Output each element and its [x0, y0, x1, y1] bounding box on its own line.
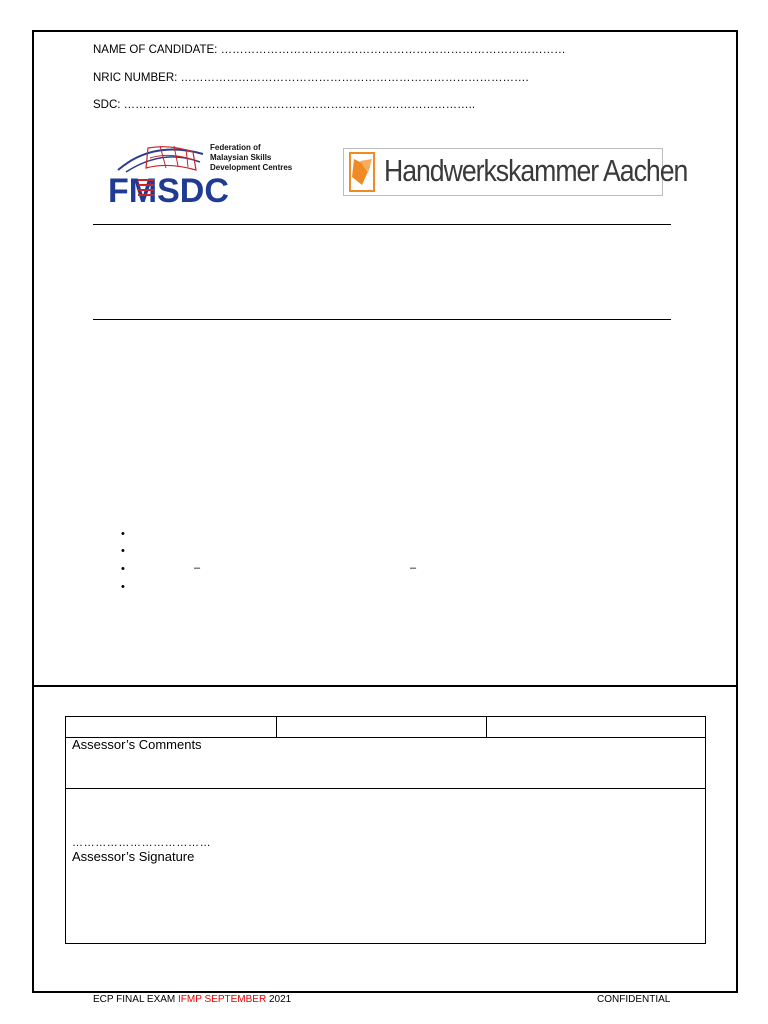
- exam-page-frame: [32, 30, 738, 687]
- svg-text:Malaysian Skills: Malaysian Skills: [210, 153, 272, 162]
- footer-highlight: IFMP SEPTEMBER: [178, 994, 267, 1005]
- assessor-comments-box[interactable]: [66, 737, 705, 789]
- assessor-signature-label: Assessor’s Signature: [72, 849, 195, 864]
- dash-mark: –: [194, 562, 201, 574]
- nric-number-field[interactable]: NRIC NUMBER: ……………………………………………………………………………….: [93, 72, 529, 84]
- candidate-name-field[interactable]: NAME OF CANDIDATE: ………………………………………………………………………………: [93, 44, 566, 56]
- confidential-label: CONFIDENTIAL: [597, 994, 671, 1005]
- footer-suffix: 2021: [266, 994, 292, 1005]
- assessor-comments-label: Assessor’s Comments: [72, 737, 202, 752]
- handwerkskammer-aachen-logo: [343, 148, 688, 196]
- assessment-header-row: [66, 717, 705, 738]
- list-bullet: •: [121, 563, 125, 575]
- fmsdc-logo: [108, 140, 300, 206]
- header-cell-divider: [486, 717, 487, 737]
- list-bullet: •: [121, 528, 125, 540]
- list-bullet: •: [121, 581, 125, 593]
- hwk-wordmark: Handwerkskammer Aachen: [384, 153, 688, 188]
- dash-mark: –: [410, 562, 417, 574]
- sdc-field[interactable]: SDC: ………………………………………………………………………………..: [93, 99, 476, 111]
- svg-text:Federation of: Federation of: [210, 143, 261, 152]
- divider-line-2: [93, 319, 671, 320]
- divider-line-1: [93, 224, 671, 225]
- header-cell-divider: [276, 717, 277, 737]
- svg-text:Development Centres: Development Centres: [210, 163, 293, 172]
- list-bullet: •: [121, 545, 125, 557]
- fmsdc-wordmark: FMSDC: [108, 172, 229, 206]
- assessment-table: [65, 716, 706, 944]
- signature-line[interactable]: ………………………………: [72, 837, 212, 849]
- footer-prefix: ECP FINAL EXAM: [93, 994, 179, 1005]
- exam-footer: [93, 994, 291, 1005]
- hwk-emblem-icon: [346, 151, 378, 193]
